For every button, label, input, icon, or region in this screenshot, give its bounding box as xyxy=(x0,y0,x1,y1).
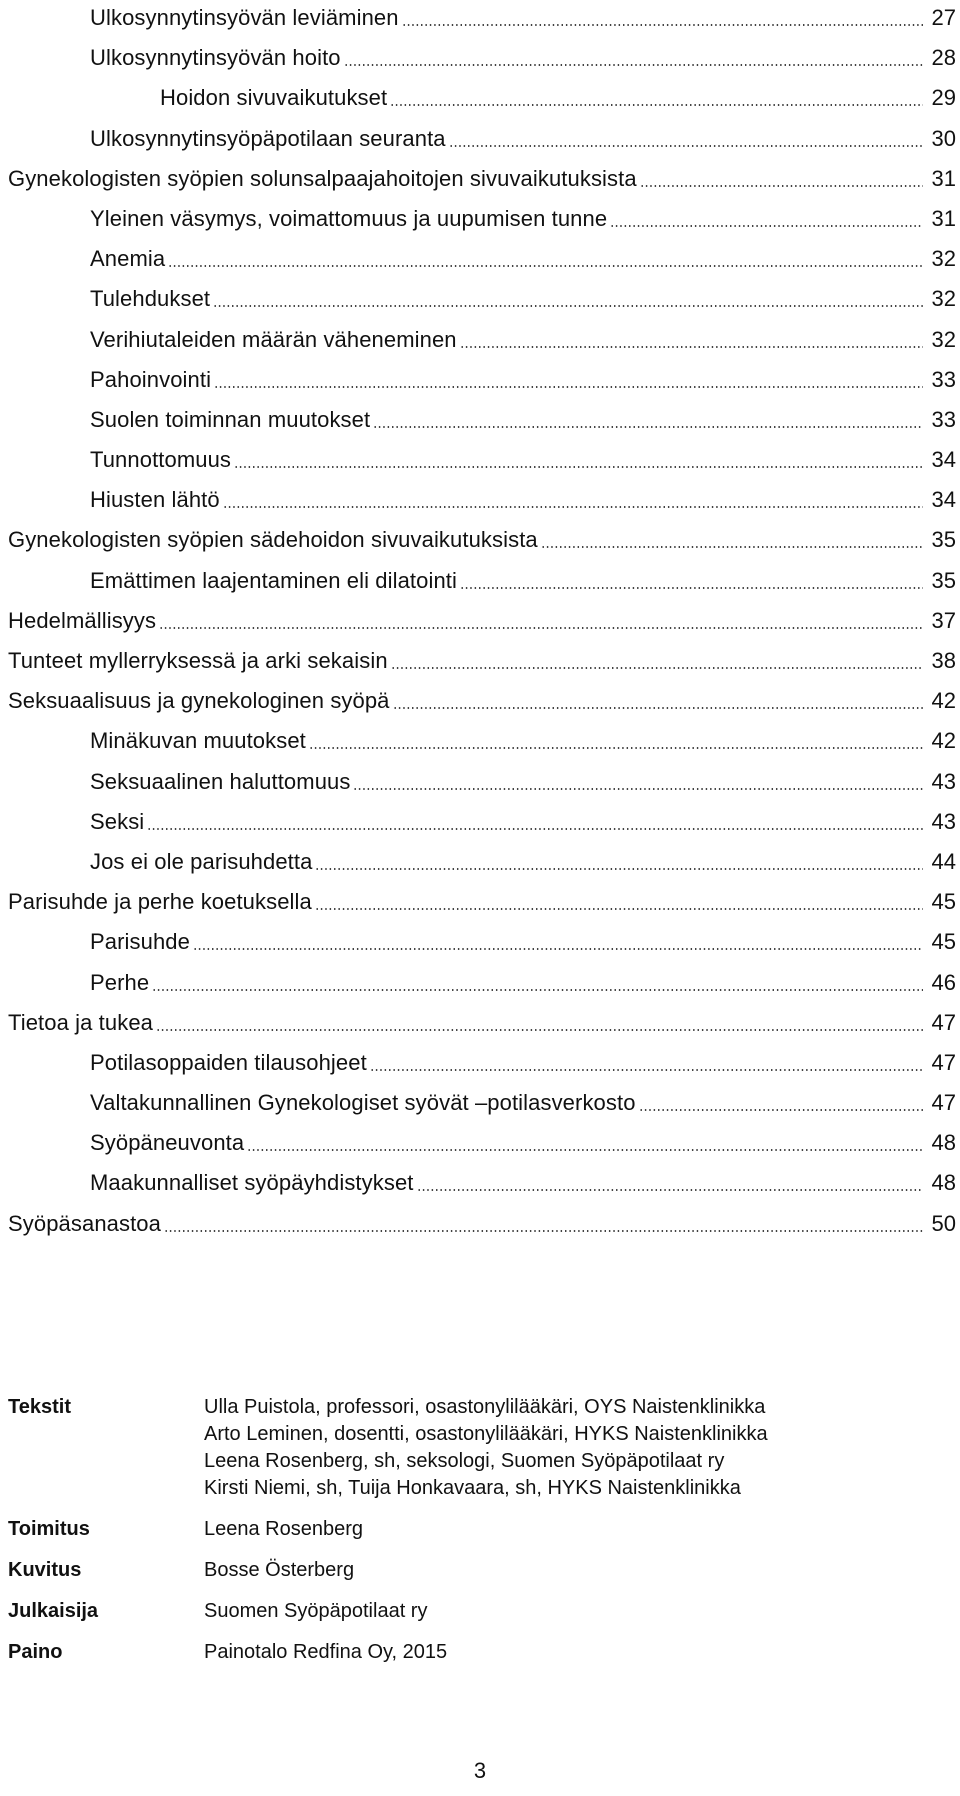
credit-value-line: Suomen Syöpäpotilaat ry xyxy=(204,1600,428,1622)
toc-entry-page-number: 35 xyxy=(931,567,956,593)
toc-entry-title: Parisuhde xyxy=(90,929,190,955)
toc-entry-page-number: 42 xyxy=(931,688,956,714)
toc-entry-page-number: 46 xyxy=(931,969,956,995)
toc-entry xyxy=(8,442,956,482)
credit-row xyxy=(8,1598,948,1625)
toc-entry-page-number: 48 xyxy=(931,1170,956,1196)
toc-entry-title: Ulkosynnytinsyövän leviäminen xyxy=(90,5,399,30)
toc-entry-title: Hiusten lähtö xyxy=(90,487,220,513)
toc-entry xyxy=(8,1165,956,1205)
toc-entry xyxy=(8,482,956,522)
toc-entry-title: Ulkosynnytinsyöpäpotilaan seuranta xyxy=(90,125,446,151)
dot-leader xyxy=(193,931,923,951)
toc-entry-title: Potilasoppaiden tilausohjeet xyxy=(90,1049,367,1075)
toc-entry xyxy=(8,723,956,763)
toc-entry-title: Pahoinvointi xyxy=(90,366,212,392)
toc-entry-page-number: 48 xyxy=(931,1130,956,1156)
toc-entry xyxy=(8,884,956,924)
toc-entry-title: Jos ei ole parisuhdetta xyxy=(90,848,313,874)
credit-values xyxy=(204,1639,948,1666)
credit-value-line: Leena Rosenberg, sh, seksologi, Suomen Syöpäpotilaat ry xyxy=(204,1450,725,1472)
dot-leader xyxy=(390,87,923,107)
toc-entry-page-number: 43 xyxy=(931,768,956,794)
credit-label: Kuvitus xyxy=(8,1559,82,1581)
toc-entry-title: Tietoa ja tukea xyxy=(8,1009,153,1035)
toc-entry-title: Valtakunnallinen Gynekologiset syövät –potilasverkosto xyxy=(90,1090,636,1116)
toc-entry-title: Hedelmällisyys xyxy=(8,607,157,633)
dot-leader xyxy=(168,248,923,268)
dot-leader xyxy=(460,570,923,590)
toc-entry-page-number: 32 xyxy=(931,246,956,272)
toc-entry-page-number: 27 xyxy=(931,5,956,30)
dot-leader xyxy=(309,730,923,750)
dot-leader xyxy=(159,610,923,630)
toc-entry-page-number: 31 xyxy=(931,165,956,191)
toc-entry-title: Seksuaalinen haluttomuus xyxy=(90,768,351,794)
credit-row xyxy=(8,1557,948,1584)
credit-label: Paino xyxy=(8,1641,63,1663)
credit-value-line: Ulla Puistola, professori, osastonylilääkäri, OYS Naistenklinikka xyxy=(204,1396,766,1418)
toc-entry-title: Hoidon sivuvaikutukset xyxy=(160,85,388,111)
toc-entry xyxy=(8,161,956,201)
toc-entry-page-number: 31 xyxy=(931,205,956,231)
credit-row xyxy=(8,1394,948,1502)
toc-entry-page-number: 50 xyxy=(931,1210,956,1236)
credits-block xyxy=(8,1394,948,1680)
toc-entry-page-number: 35 xyxy=(931,527,956,553)
page-number: 3 xyxy=(473,1758,487,1783)
toc-entry-title: Gynekologisten syöpien sädehoidon sivuvaikutuksista xyxy=(8,527,538,553)
toc-entry-title: Yleinen väsymys, voimattomuus ja uupumisen tunne xyxy=(90,205,608,231)
dot-leader xyxy=(610,208,923,228)
toc-entry xyxy=(8,121,956,161)
credit-values xyxy=(204,1394,948,1502)
toc-entry-page-number: 37 xyxy=(931,607,956,633)
dot-leader xyxy=(640,168,923,188)
dot-leader xyxy=(152,972,923,992)
toc-entry xyxy=(8,241,956,281)
toc-entry-title: Maakunnalliset syöpäyhdistykset xyxy=(90,1170,414,1196)
toc-entry xyxy=(8,1045,956,1085)
dot-leader xyxy=(639,1092,923,1112)
toc-entry-page-number: 34 xyxy=(931,447,956,473)
toc-entry xyxy=(8,80,956,120)
toc-entry xyxy=(8,402,956,442)
toc-entry-page-number: 30 xyxy=(931,125,956,151)
toc-entry-page-number: 47 xyxy=(931,1090,956,1116)
dot-leader xyxy=(315,851,923,871)
dot-leader xyxy=(164,1213,923,1233)
dot-leader xyxy=(391,650,923,670)
toc-entry xyxy=(8,0,956,40)
dot-leader xyxy=(156,1012,923,1032)
toc-entry-title: Tunteet myllerryksessä ja arki sekaisin xyxy=(8,648,388,673)
toc-entry xyxy=(8,764,956,804)
dot-leader xyxy=(147,811,923,831)
toc-entry-title: Emättimen laajentaminen eli dilatointi xyxy=(90,567,457,593)
dot-leader xyxy=(417,1172,924,1192)
credit-values xyxy=(204,1557,948,1584)
toc-entry-title: Verihiutaleiden määrän väheneminen xyxy=(90,326,457,352)
toc-entry-page-number: 33 xyxy=(931,366,956,392)
toc-entry-title: Tunnottomuus xyxy=(90,447,232,473)
toc-entry xyxy=(8,322,956,362)
toc-entry-title: Suolen toiminnan muutokset xyxy=(90,406,371,432)
dot-leader xyxy=(344,47,923,67)
toc-entry xyxy=(8,40,956,80)
toc-entry xyxy=(8,522,956,562)
toc-entry xyxy=(8,1125,956,1165)
dot-leader xyxy=(353,771,923,791)
toc-entry-title: Seksi xyxy=(90,808,145,834)
toc-entry-page-number: 43 xyxy=(931,808,956,834)
credit-label: Tekstit xyxy=(8,1396,71,1418)
credit-values xyxy=(204,1516,948,1543)
toc-entry-title: Ulkosynnytinsyövän hoito xyxy=(90,45,341,71)
dot-leader xyxy=(393,690,923,710)
dot-leader xyxy=(315,891,923,911)
dot-leader xyxy=(402,7,923,27)
toc-entry xyxy=(8,844,956,884)
toc-entry-page-number: 28 xyxy=(931,45,956,71)
toc-entry xyxy=(8,1005,956,1045)
toc-entry xyxy=(8,1085,956,1125)
toc-entry-title: Syöpäsanastoa xyxy=(8,1210,161,1236)
toc-entry-page-number: 42 xyxy=(931,728,956,754)
toc-entry-page-number: 47 xyxy=(931,1009,956,1035)
dot-leader xyxy=(234,449,923,469)
toc-entry-page-number: 45 xyxy=(931,889,956,915)
toc-entry-page-number: 45 xyxy=(931,929,956,955)
toc-entry-title: Syöpäneuvonta xyxy=(90,1130,245,1156)
dot-leader xyxy=(460,329,923,349)
credit-value-line: Kirsti Niemi, sh, Tuija Honkavaara, sh, HYKS Naistenklinikka xyxy=(204,1477,741,1499)
toc-entry xyxy=(8,563,956,603)
credit-label: Julkaisija xyxy=(8,1600,99,1622)
toc-entry-title: Minäkuvan muutokset xyxy=(90,728,306,754)
toc-entry-title: Gynekologisten syöpien solunsalpaajahoitojen sivuvaikutuksista xyxy=(8,165,637,191)
dot-leader xyxy=(247,1132,923,1152)
toc-entry xyxy=(8,1206,956,1246)
toc-entry xyxy=(8,643,956,683)
toc-entry xyxy=(8,362,956,402)
toc-entry-page-number: 47 xyxy=(931,1049,956,1075)
toc-entry-title: Anemia xyxy=(90,246,166,272)
toc-entry xyxy=(8,965,956,1005)
credit-value-line: Bosse Österberg xyxy=(204,1559,355,1581)
toc-entry xyxy=(8,281,956,321)
toc-entry-page-number: 32 xyxy=(931,286,956,312)
toc-entry xyxy=(8,924,956,964)
toc-entry-title: Tulehdukset xyxy=(90,286,211,312)
toc-entry-page-number: 38 xyxy=(931,648,956,673)
credit-row xyxy=(8,1516,948,1543)
toc-entry-page-number: 32 xyxy=(931,326,956,352)
toc-entry-page-number: 29 xyxy=(931,85,956,111)
dot-leader xyxy=(223,489,923,509)
dot-leader xyxy=(214,369,923,389)
credit-values xyxy=(204,1598,948,1625)
table-of-contents xyxy=(8,0,956,1246)
credit-row xyxy=(8,1639,948,1666)
dot-leader xyxy=(370,1052,923,1072)
toc-entry xyxy=(8,603,956,643)
toc-entry-page-number: 34 xyxy=(931,487,956,513)
toc-entry-page-number: 33 xyxy=(931,406,956,432)
toc-entry-title: Parisuhde ja perhe koetuksella xyxy=(8,889,312,915)
toc-entry-title: Seksuaalisuus ja gynekologinen syöpä xyxy=(8,688,390,714)
credit-value-line: Painotalo Redfina Oy, 2015 xyxy=(204,1641,448,1663)
dot-leader xyxy=(373,409,923,429)
credit-value-line: Arto Leminen, dosentti, osastonylilääkäri, HYKS Naistenklinikka xyxy=(204,1423,768,1445)
toc-entry xyxy=(8,683,956,723)
toc-entry-title: Perhe xyxy=(90,969,150,995)
credit-value-line: Leena Rosenberg xyxy=(204,1518,364,1540)
dot-leader xyxy=(213,288,923,308)
dot-leader xyxy=(449,128,923,148)
credit-label: Toimitus xyxy=(8,1518,90,1540)
toc-entry xyxy=(8,804,956,844)
dot-leader xyxy=(541,529,923,549)
toc-entry xyxy=(8,201,956,241)
toc-entry-page-number: 44 xyxy=(931,848,956,874)
